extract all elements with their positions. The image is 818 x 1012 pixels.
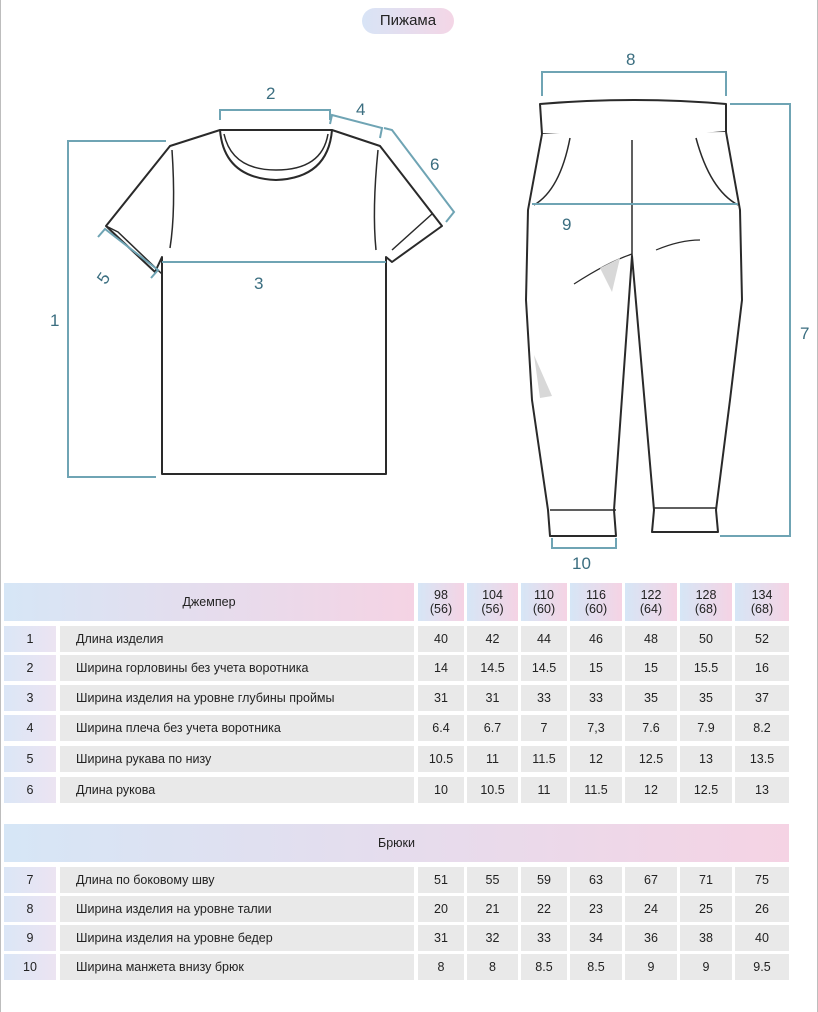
size-chest: (60) [532, 602, 556, 616]
jumper-value-cell: 44 [521, 626, 567, 652]
jumper-value-cell: 13.5 [735, 746, 789, 772]
pants-value-cell: 9 [625, 954, 677, 980]
pants-value-cell: 20 [418, 896, 464, 922]
size-header-5 [680, 583, 732, 621]
garment-measurement-diagram [0, 40, 818, 580]
jumper-value-cell: 48 [625, 626, 677, 652]
jumper-value-cell: 7,3 [570, 715, 622, 741]
pants-value-cell: 40 [735, 925, 789, 951]
pants-value-cell: 31 [418, 925, 464, 951]
pants-value-cell: 8 [418, 954, 464, 980]
size-header-0 [418, 583, 464, 621]
jumper-row-label: Ширина горловины без учета воротника [60, 655, 414, 681]
jumper-row-number: 5 [4, 746, 56, 772]
pants-value-cell: 25 [680, 896, 732, 922]
jumper-value-cell: 11 [521, 777, 567, 803]
size-chest: (56) [429, 602, 453, 616]
jumper-value-cell: 37 [735, 685, 789, 711]
pants-value-cell: 36 [625, 925, 677, 951]
pants-row-number: 8 [4, 896, 56, 922]
jumper-value-cell: 11 [467, 746, 518, 772]
pants-value-cell: 8.5 [570, 954, 622, 980]
pants-row-label: Ширина манжета внизу брюк [60, 954, 414, 980]
jumper-row-label: Длина изделия [60, 626, 414, 652]
pants-value-cell: 21 [467, 896, 518, 922]
jumper-value-cell: 7.6 [625, 715, 677, 741]
pants-value-cell: 9.5 [735, 954, 789, 980]
size-header-3 [570, 583, 622, 621]
jumper-value-cell: 33 [570, 685, 622, 711]
dim-label-7: 7 [800, 324, 810, 343]
pants-value-cell: 75 [735, 867, 789, 893]
jumper-row-number: 3 [4, 685, 56, 711]
pants-row-label: Ширина изделия на уровне талии [60, 896, 414, 922]
jumper-value-cell: 35 [680, 685, 732, 711]
size-header-2 [521, 583, 567, 621]
pants-value-cell: 59 [521, 867, 567, 893]
jumper-value-cell: 42 [467, 626, 518, 652]
jumper-row-label: Длина рукова [60, 777, 414, 803]
jumper-value-cell: 31 [467, 685, 518, 711]
dim-label-9: 9 [562, 215, 572, 234]
jumper-value-cell: 10.5 [418, 746, 464, 772]
jumper-value-cell: 8.2 [735, 715, 789, 741]
pants-value-cell: 71 [680, 867, 732, 893]
jumper-value-cell: 6.7 [467, 715, 518, 741]
dim-label-1: 1 [50, 311, 60, 330]
size-height: 134 [751, 588, 773, 602]
jumper-value-cell: 12 [570, 746, 622, 772]
jumper-value-cell: 15.5 [680, 655, 732, 681]
size-chest: (64) [639, 602, 663, 616]
jumper-value-cell: 50 [680, 626, 732, 652]
jumper-value-cell: 31 [418, 685, 464, 711]
jumper-value-cell: 15 [570, 655, 622, 681]
jumper-row-number: 1 [4, 626, 56, 652]
pants-row-number: 10 [4, 954, 56, 980]
pants-value-cell: 67 [625, 867, 677, 893]
dim-label-4: 4 [356, 100, 366, 119]
jumper-value-cell: 13 [735, 777, 789, 803]
pants-value-cell: 63 [570, 867, 622, 893]
jumper-value-cell: 46 [570, 626, 622, 652]
jumper-value-cell: 12.5 [625, 746, 677, 772]
size-height: 104 [482, 588, 503, 602]
dim-label-2: 2 [266, 84, 276, 103]
jumper-row-number: 4 [4, 715, 56, 741]
size-height: 98 [434, 588, 448, 602]
size-height: 110 [534, 588, 554, 602]
jumper-value-cell: 11.5 [570, 777, 622, 803]
jumper-row-number: 2 [4, 655, 56, 681]
size-chest: (56) [481, 602, 504, 616]
jumper-value-cell: 12 [625, 777, 677, 803]
pants-value-cell: 8.5 [521, 954, 567, 980]
pants-value-cell: 34 [570, 925, 622, 951]
dim-label-5: 5 [93, 268, 115, 288]
jumper-value-cell: 7.9 [680, 715, 732, 741]
jumper-value-cell: 33 [521, 685, 567, 711]
jumper-value-cell: 16 [735, 655, 789, 681]
jumper-value-cell: 52 [735, 626, 789, 652]
jumper-row-label: Ширина плеча без учета воротника [60, 715, 414, 741]
jumper-value-cell: 13 [680, 746, 732, 772]
page-title: Пижама [362, 8, 454, 34]
pants-value-cell: 22 [521, 896, 567, 922]
size-header-6 [735, 583, 789, 621]
jumper-value-cell: 35 [625, 685, 677, 711]
pants-value-cell: 9 [680, 954, 732, 980]
dim-label-3: 3 [254, 274, 264, 293]
size-height: 116 [586, 588, 606, 602]
jumper-value-cell: 15 [625, 655, 677, 681]
jumper-value-cell: 10.5 [467, 777, 518, 803]
pants-value-cell: 55 [467, 867, 518, 893]
pants-value-cell: 26 [735, 896, 789, 922]
jumper-value-cell: 40 [418, 626, 464, 652]
pants-value-cell: 38 [680, 925, 732, 951]
jumper-value-cell: 11.5 [521, 746, 567, 772]
size-chest: (60) [584, 602, 608, 616]
pants-value-cell: 33 [521, 925, 567, 951]
pants-value-cell: 24 [625, 896, 677, 922]
tshirt-drawing [106, 130, 442, 474]
pants-table-header: Брюки [4, 824, 789, 862]
jumper-row-number: 6 [4, 777, 56, 803]
size-header-1 [467, 583, 518, 621]
pants-row-label: Длина по боковому шву [60, 867, 414, 893]
jumper-value-cell: 10 [418, 777, 464, 803]
pants-value-cell: 8 [467, 954, 518, 980]
size-chest: (68) [750, 602, 774, 616]
jumper-value-cell: 12.5 [680, 777, 732, 803]
jumper-value-cell: 14 [418, 655, 464, 681]
jumper-row-label: Ширина рукава по низу [60, 746, 414, 772]
jumper-value-cell: 14.5 [467, 655, 518, 681]
jumper-value-cell: 14.5 [521, 655, 567, 681]
pants-drawing [526, 100, 742, 536]
jumper-value-cell: 6.4 [418, 715, 464, 741]
pants-value-cell: 51 [418, 867, 464, 893]
size-chest: (68) [694, 602, 718, 616]
size-height: 128 [695, 588, 717, 602]
pants-value-cell: 32 [467, 925, 518, 951]
size-header-4 [625, 583, 677, 621]
pants-row-number: 9 [4, 925, 56, 951]
pants-row-label: Ширина изделия на уровне бедер [60, 925, 414, 951]
dim-label-8: 8 [626, 50, 636, 69]
jumper-value-cell: 7 [521, 715, 567, 741]
jumper-row-label: Ширина изделия на уровне глубины проймы [60, 685, 414, 711]
pants-value-cell: 23 [570, 896, 622, 922]
pants-row-number: 7 [4, 867, 56, 893]
size-height: 122 [640, 588, 662, 602]
dim-label-6: 6 [430, 155, 440, 174]
dim-label-10: 10 [572, 554, 591, 573]
jumper-table-header: Джемпер [4, 583, 414, 621]
